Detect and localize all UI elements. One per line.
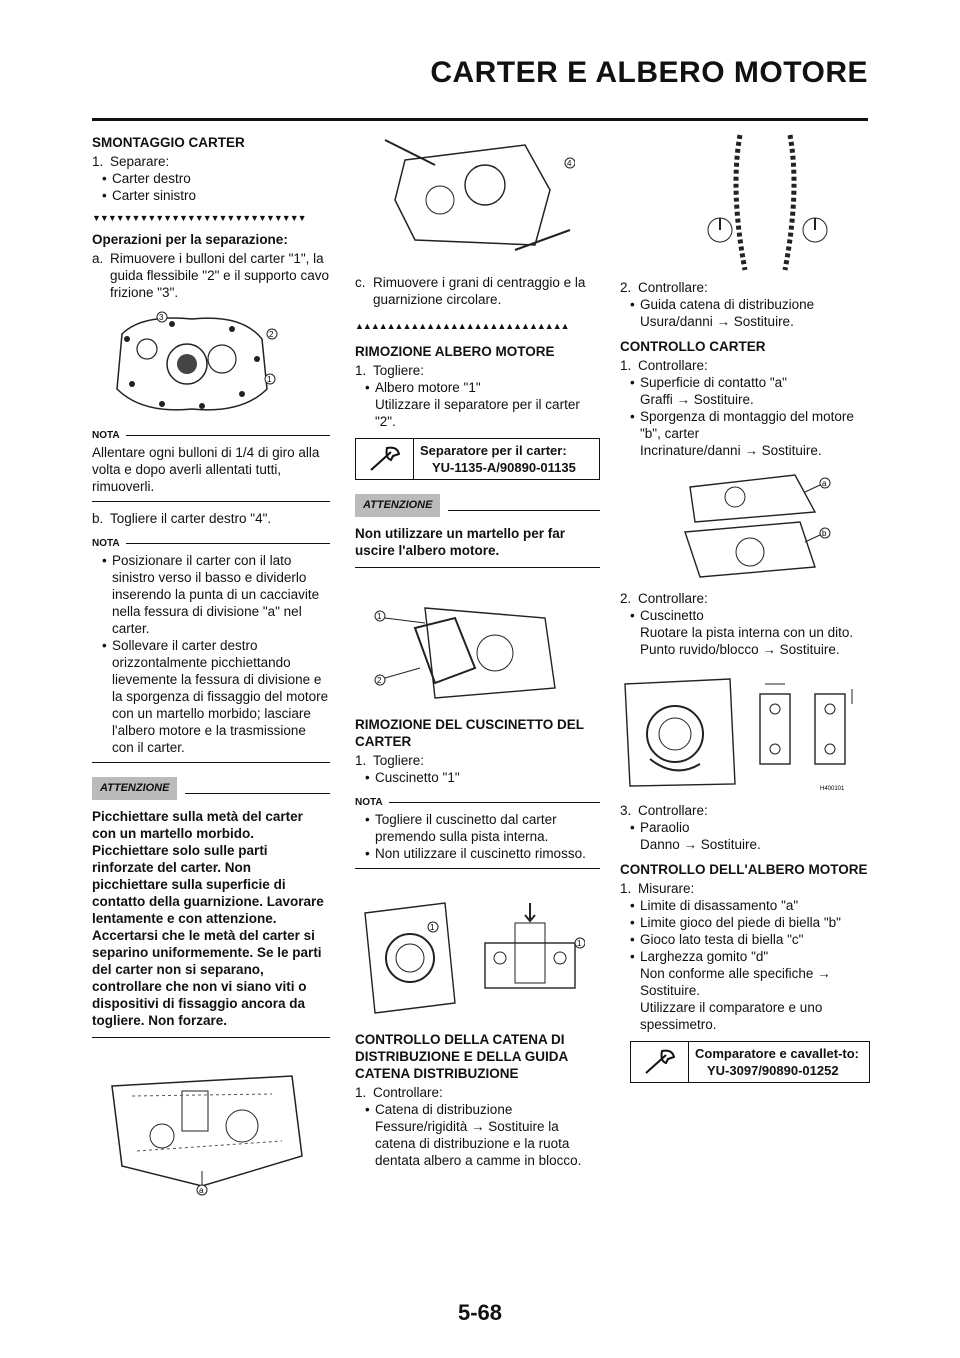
bullet-item: • Albero motore "1"	[355, 379, 600, 396]
tool-code: YU-1135-A/90890-01135	[432, 460, 576, 475]
bullet-item: • Cuscinetto	[620, 607, 870, 624]
section-heading: RIMOZIONE DEL CUSCINETTO DEL CARTER	[355, 717, 584, 749]
warning-text: Picchiettare sulla metà del carter con un martello morbido. Picchiettare solo sulle parti rinforzate del carter. Non picchiettare sulla superficie di contatto della guarnizione. Lavorare lentamente e con attenzione. Accertarsi che le metà del carter si separino uniformemente. Se le parti del carter non si separano, controllare che non vi siano viti o dispositivi di fissaggio ancora da togliere. Non forzare.	[92, 809, 324, 1028]
figure-label: 4	[567, 159, 572, 168]
column-left	[92, 126, 330, 1204]
section-heading: CONTROLLO DELL'ALBERO MOTORE	[620, 862, 868, 877]
note-box	[92, 535, 330, 763]
crankcase-inspection-figure	[675, 467, 835, 582]
bullet-item: • Cuscinetto "1"	[355, 769, 600, 786]
step-item: 3. Controllare:	[620, 803, 708, 818]
triangles-down-marker: ▼▼▼▼▼▼▼▼▼▼▼▼▼▼▼▼▼▼▼▼▼▼▼▼▼▼▼	[92, 213, 306, 223]
step-item: 1. Controllare:	[355, 1085, 443, 1100]
warning-box	[355, 494, 600, 568]
step-item: 1. Togliere:	[355, 753, 425, 768]
step-item: 1. Separare:	[92, 154, 170, 169]
note-box	[355, 794, 600, 869]
bullet-item: • Limite di disassamento "a"	[620, 897, 870, 914]
step-item: 1. Controllare:	[620, 358, 708, 373]
step-item: b. Togliere il carter destro "4".	[92, 511, 272, 526]
figure-label: a	[199, 1186, 204, 1195]
note-box	[92, 427, 330, 502]
bullet-item: • Carter sinistro	[92, 187, 330, 204]
tool-title: Separatore per il carter:	[420, 443, 567, 458]
bullet-sub: Danno → Sostituire.	[640, 837, 761, 852]
figure-label: 1	[430, 923, 435, 932]
title-rule	[92, 118, 868, 121]
note-label: NOTA	[355, 794, 600, 811]
figure-label: b	[822, 529, 827, 538]
note-bullet: • Togliere il cuscinetto dal carter premendo sulla pista interna.	[355, 811, 600, 845]
bearing-inspection-figure	[620, 674, 860, 794]
figure-code: H400101	[820, 786, 845, 792]
special-tool-box	[630, 1041, 870, 1083]
note-bullet: • Non utilizzare il cuscinetto rimosso.	[355, 845, 600, 862]
bullet-sub: Usura/danni → Sostituire.	[640, 314, 794, 329]
section-heading: CONTROLLO DELLA CATENA DI DISTRIBUZIONE E DELLA GUIDA CATENA DISTRIBUZIONE	[355, 1032, 568, 1081]
bullet-sub: Utilizzare il separatore per il carter "2".	[375, 397, 580, 429]
special-tool-box	[355, 438, 600, 480]
figure-label: 2	[377, 676, 382, 685]
bullet-item: • Limite gioco del piede di biella "b"	[620, 914, 870, 931]
step-item: 1. Togliere:	[355, 363, 425, 378]
page-number: 5-68	[457, 1300, 503, 1325]
step-item: c. Rimuovere i grani di centraggio e la guarnizione circolare.	[355, 275, 586, 307]
step-item: a. Rimuovere i bulloni del carter "1", la guida flessibile "2" e il supporto cavo frizione "3".	[92, 251, 329, 300]
warning-label: ATTENZIONE	[355, 494, 440, 517]
tool-title: Comparatore e cavallet-to:	[695, 1046, 859, 1061]
bullet-sub: Non conforme alle specifiche → Sostituire.	[640, 966, 831, 998]
wrench-tool-icon	[356, 439, 414, 479]
crankshaft-separator-figure	[365, 588, 565, 708]
gauge-tool-icon	[631, 1042, 689, 1082]
bullet-sub: Utilizzare il comparatore e uno spessimetro.	[640, 1000, 823, 1032]
step-item: 1. Misurare:	[620, 881, 695, 896]
note-label: NOTA	[92, 535, 330, 552]
tool-code: YU-3097/90890-01252	[707, 1063, 839, 1078]
column-middle	[355, 130, 600, 1169]
figure-label: 1	[267, 375, 272, 384]
warning-label: ATTENZIONE	[92, 777, 177, 800]
bullet-item: • Guida catena di distribuzione	[620, 296, 870, 313]
figure-label: 1	[377, 612, 382, 621]
bullet-item: • Superficie di contatto "a"	[620, 374, 870, 391]
figure-label: 1	[577, 939, 582, 948]
section-heading: CONTROLLO CARTER	[620, 339, 766, 354]
column-right	[620, 130, 870, 1083]
bullet-sub: Punto ruvido/blocco → Sostituire.	[640, 642, 840, 657]
bullet-item: • Sporgenza di montaggio del motore "b", carter	[620, 408, 870, 442]
bullet-item: • Carter destro	[92, 170, 330, 187]
warning-text: Non utilizzare un martello per far uscire l'albero motore.	[355, 526, 566, 558]
bullet-item: • Catena di distribuzione	[355, 1101, 600, 1118]
note-bullet: • Sollevare il carter destro orizzontalmente picchiettando lievemente la fessura di divisione e la sporgenza di fissaggio del motore con un martello morbido; lasciare l'albero motore e la trasmissione con il carter.	[92, 637, 330, 756]
timing-chain-figure	[700, 130, 840, 275]
bearing-removal-figure	[355, 893, 585, 1023]
figure-label: a	[822, 479, 827, 488]
figure-label: 2	[269, 330, 274, 339]
bullet-item: • Paraolio	[620, 819, 870, 836]
note-label: NOTA	[92, 427, 330, 444]
bullet-sub: Ruotare la pista interna con un dito.	[640, 625, 854, 640]
bullet-item: • Gioco lato testa di biella "c"	[620, 931, 870, 948]
section-heading: SMONTAGGIO CARTER	[92, 135, 245, 150]
note-text: Allentare ogni bulloni di 1/4 di giro alla volta e dopo averli allentati tutti, rimuoverli.	[92, 445, 320, 494]
triangles-up-marker: ▲▲▲▲▲▲▲▲▲▲▲▲▲▲▲▲▲▲▲▲▲▲▲▲▲▲▲	[355, 321, 569, 331]
bullet-item: • Larghezza gomito "d"	[620, 948, 870, 965]
page-title: CARTER E ALBERO MOTORE	[430, 56, 868, 89]
section-heading: RIMOZIONE ALBERO MOTORE	[355, 344, 555, 359]
right-crankcase-removal-figure	[375, 130, 575, 270]
subheading: Operazioni per la separazione:	[92, 232, 288, 247]
bullet-sub: Graffi → Sostituire.	[640, 392, 754, 407]
step-item: 2. Controllare:	[620, 591, 708, 606]
bullet-sub: Fessure/rigidità → Sostituire la catena di distribuzione e la ruota dentata albero a camme in blocco.	[375, 1119, 582, 1168]
bullet-sub: Incrinature/danni → Sostituire.	[640, 443, 822, 458]
crankcase-bolts-figure	[92, 309, 292, 419]
figure-label: 3	[159, 313, 164, 322]
warning-box	[92, 777, 330, 1038]
step-item: 2. Controllare:	[620, 280, 708, 295]
crankcase-split-figure	[92, 1066, 312, 1196]
note-bullet: • Posizionare il carter con il lato sinistro verso il basso e dividerlo inserendo la punta di un cacciavite nella fessura di divisione "a" nel carter.	[92, 552, 330, 637]
